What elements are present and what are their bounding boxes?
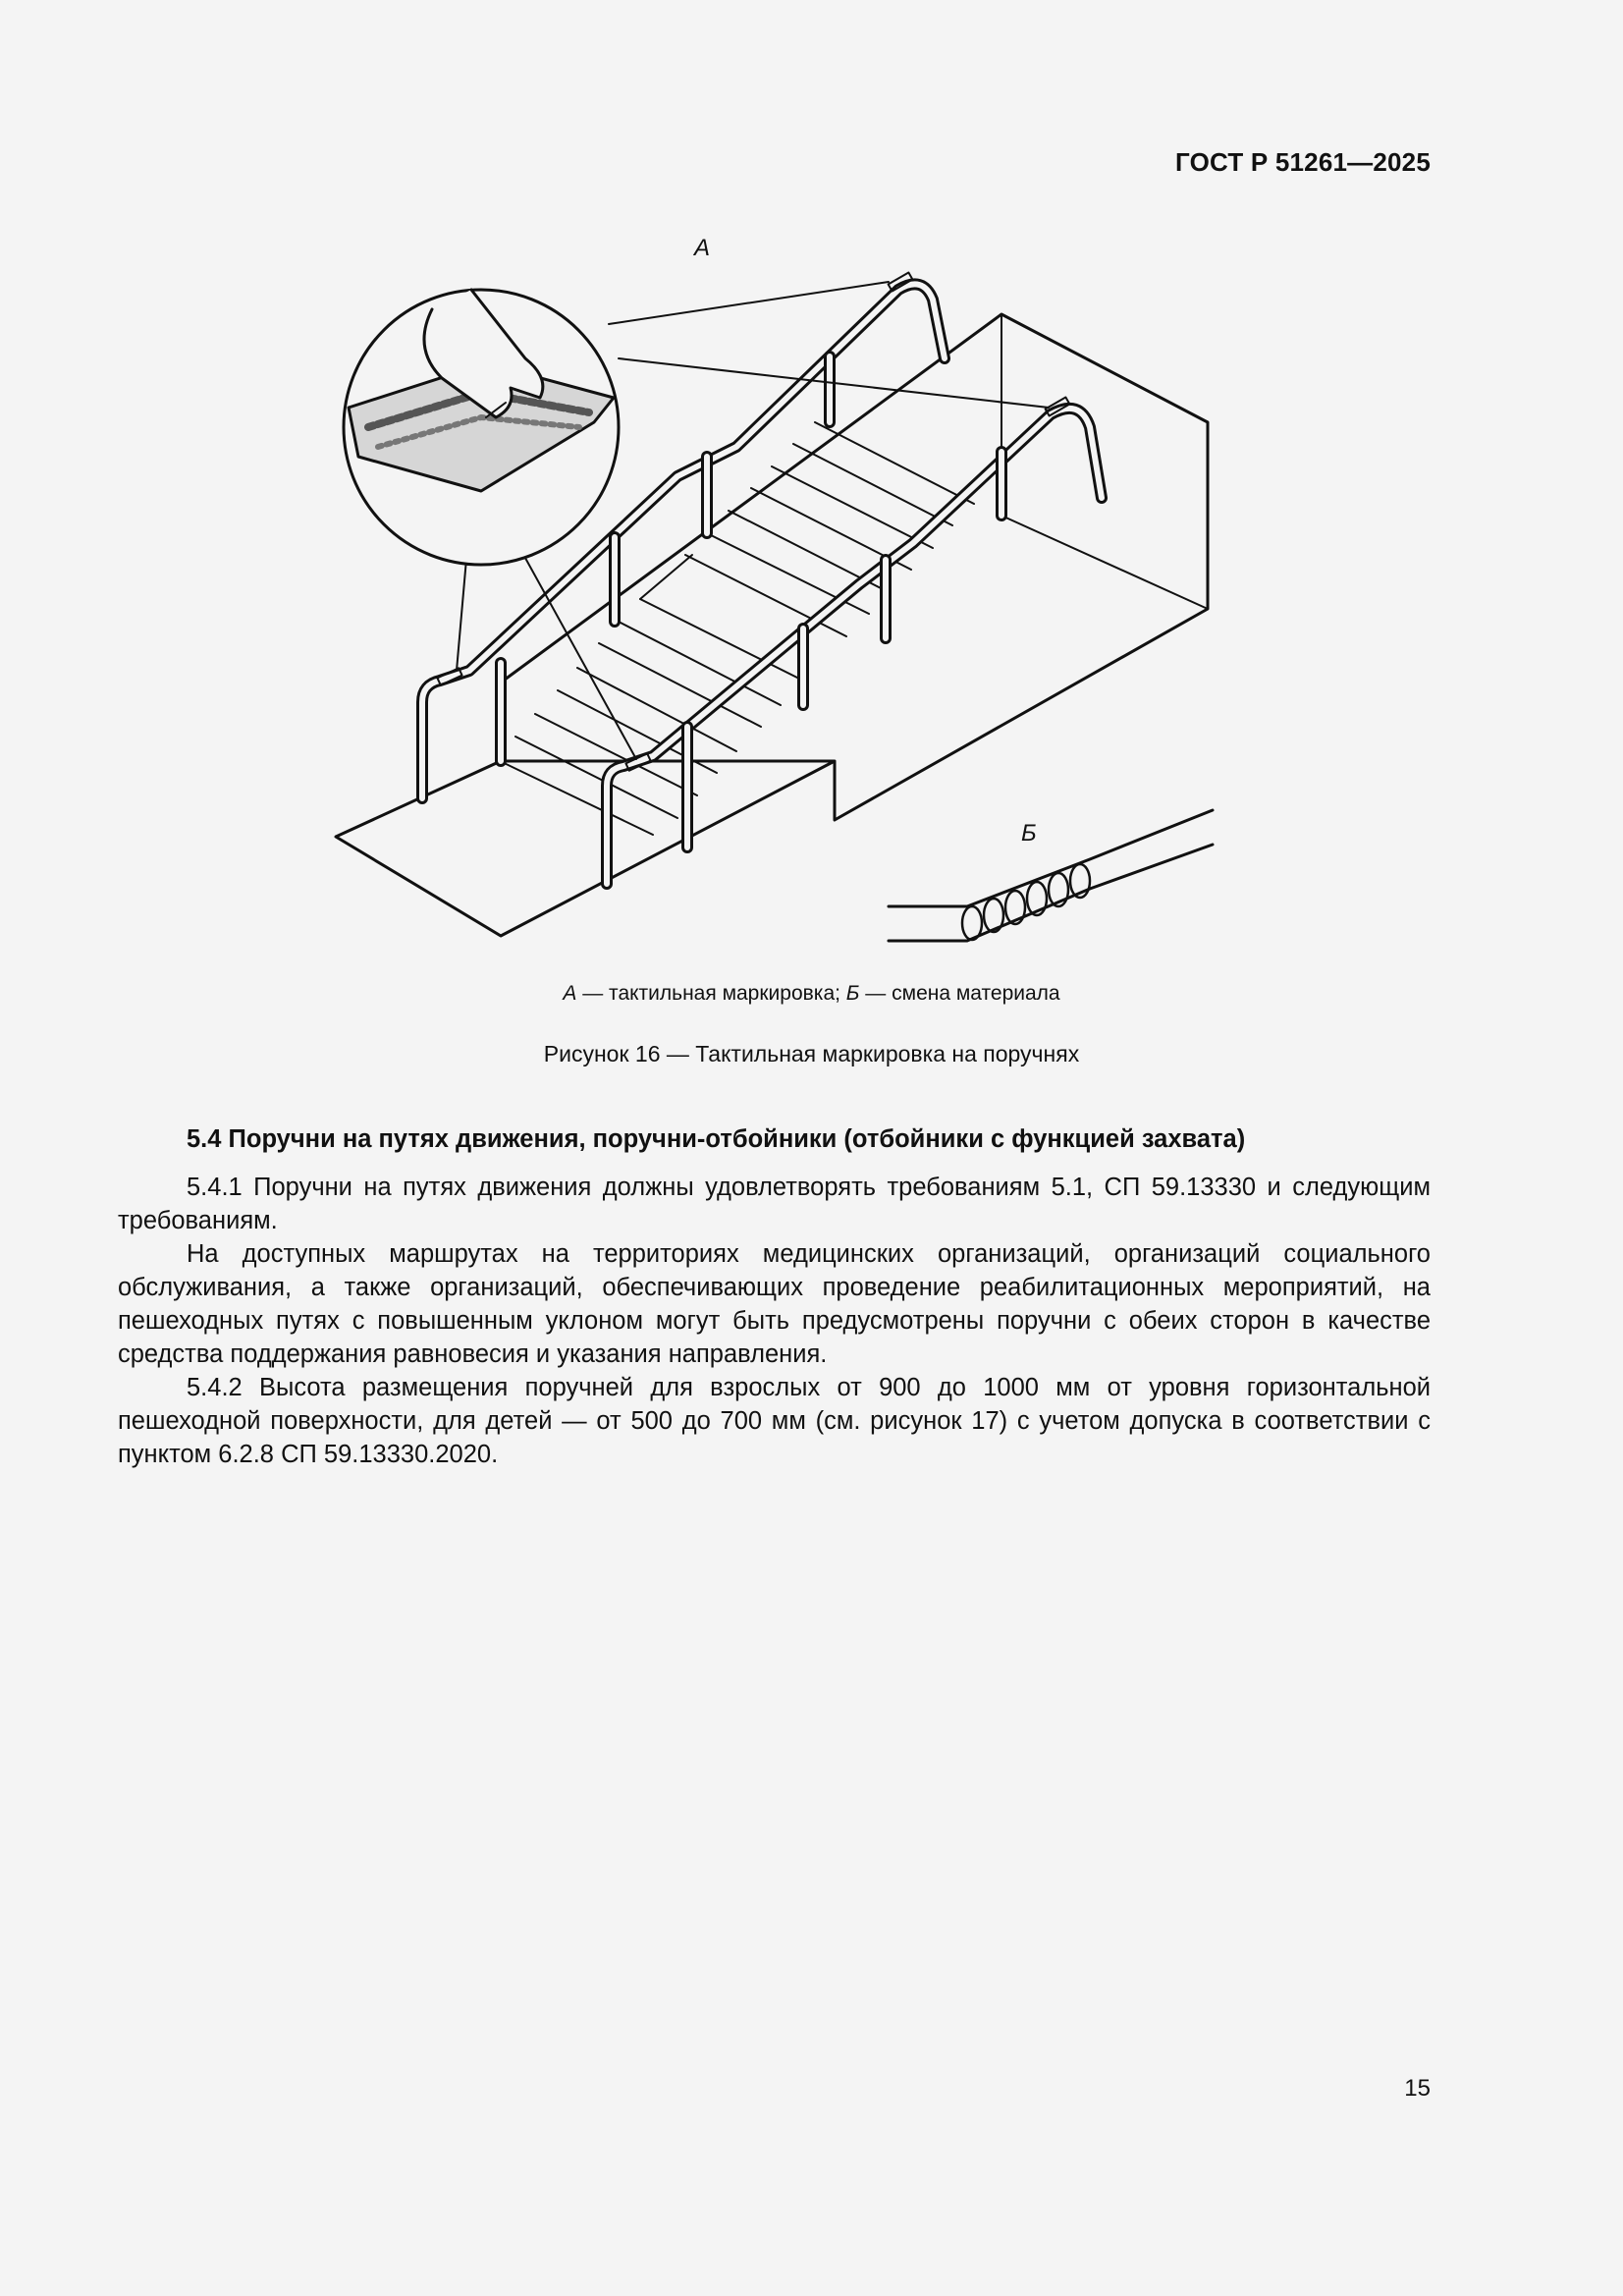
- paragraph: 5.4.1 Поручни на путях движения должны удовлетворять требованиям 5.1, СП 59.13330 и следующим требованиям.: [118, 1174, 1431, 1234]
- section-body: [118, 1171, 1431, 1471]
- figure-16: [324, 231, 1237, 953]
- figure-label-b: Б: [1021, 820, 1037, 847]
- magnifier-detail: [344, 290, 619, 565]
- legend-text-b: — смена материала: [859, 982, 1060, 1005]
- paragraph: На доступных маршрутах на территориях медицинских организаций, организаций социального обслуживания, а также организаций, обеспечивающих проведение реабилитационных мероприятий, на пешеходных путях с повышенным уклоном могут быть предусмотрены поручни с обеих сторон в качестве средства поддержания равновесия и указания направления.: [118, 1240, 1431, 1368]
- figure-label-a: А: [694, 235, 711, 261]
- ground-slab: [336, 761, 835, 936]
- section-title: 5.4 Поручни на путях движения, поручни-отбойники (отбойники с функцией захвата): [187, 1125, 1246, 1153]
- legend-letter-b: Б: [845, 982, 860, 1005]
- legend-text-a: — тактильная маркировка;: [576, 982, 846, 1005]
- figure-caption: Рисунок 16 — Тактильная маркировка на поручнях: [543, 1041, 1080, 1066]
- detail-b-handrail: [889, 810, 1213, 941]
- document-code: ГОСТ Р 51261—2025: [1175, 147, 1431, 177]
- page-number: 15: [1404, 2075, 1431, 2102]
- stair-handrail-drawing: [324, 231, 1237, 953]
- paragraph: 5.4.2 Высота размещения поручней для взрослых от 900 до 1000 мм от уровня горизонтальной пешеходной поверхности, для детей — от 500 до 700 мм (см. рисунок 17) с учетом допуска в соответствии с пунктом 6.2.8 СП 59.13330.2020.: [118, 1374, 1431, 1468]
- legend-letter-a: А: [563, 982, 577, 1005]
- figure-legend: [0, 982, 1623, 1006]
